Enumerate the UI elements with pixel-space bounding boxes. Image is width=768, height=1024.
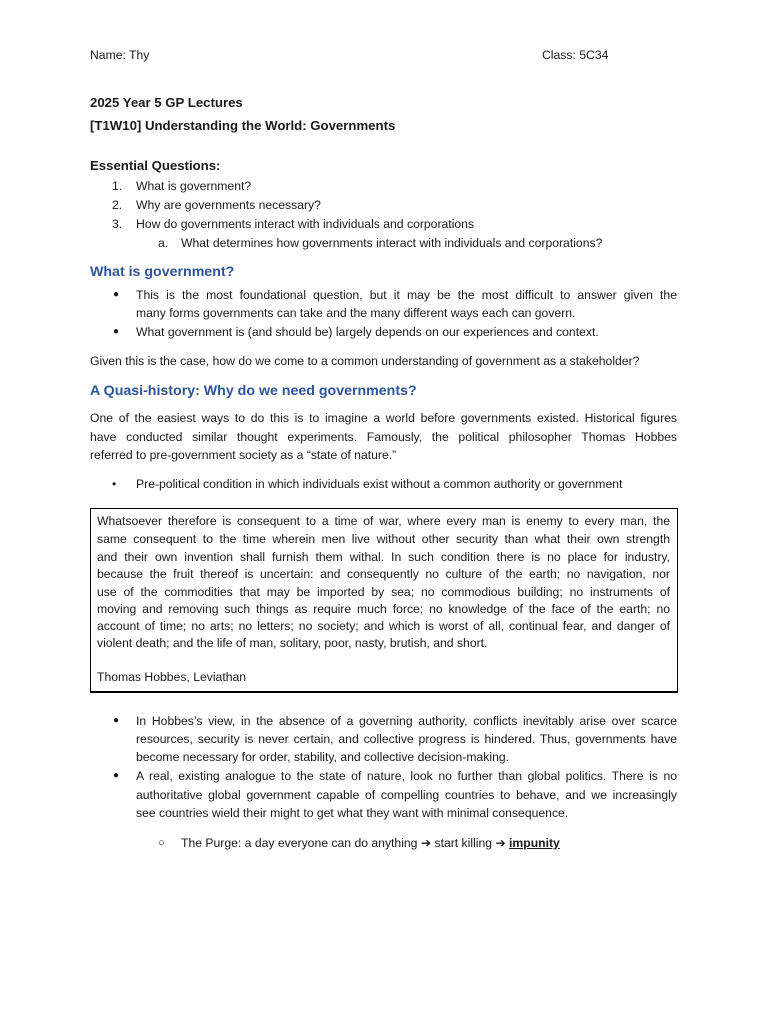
question-text: Why are governments necessary? xyxy=(136,198,321,212)
quote-line: violent death; and the life of man, solitary, poor, nasty, brutish, and short. xyxy=(97,636,488,650)
quote-line: same consequent to the time wherein men live without other security than what their own strength xyxy=(97,532,670,546)
section-heading-quasi-history: A Quasi-history: Why do we need governments? xyxy=(90,383,417,399)
class-label: Class: 5C34 xyxy=(542,48,609,62)
section-heading-what-is-government: What is government? xyxy=(90,264,235,280)
quote-line: and their own invention shall furnish them withal. In such condition there is no place for industry, xyxy=(97,550,670,564)
quote-line: use of the commodities that may be imported by sea; no commodious building; no instruments of xyxy=(97,585,670,599)
paragraph-line: have conducted similar thought experiments. Famously, the political philosopher Thomas Hobbes xyxy=(90,430,677,444)
bullet-text-line: A real, existing analogue to the state of nature, look no further than global politics. There is no xyxy=(136,769,677,783)
bullet-icon: ● xyxy=(113,770,120,781)
bullet-text-line: authoritative global government capable of compelling countries to behave, and we increasingly xyxy=(136,788,677,802)
quote-attribution: Thomas Hobbes, Leviathan xyxy=(97,670,247,684)
bullet-text-line: see countries wield their might to get what they want with minimal consequence. xyxy=(136,806,569,820)
purge-text: The Purge: a day everyone can do anything xyxy=(181,836,418,850)
quote-line: Whatsoever therefore is consequent to a time of war, where every man is enemy to every man, the xyxy=(97,514,670,528)
question-number: 1. xyxy=(112,179,123,193)
bullet-icon: ● xyxy=(113,326,120,337)
keyword-impunity: impunity xyxy=(509,836,560,850)
paragraph-line: One of the easiest ways to do this is to imagine a world before governments existed. Historical figures xyxy=(90,411,677,425)
document-title: 2025 Year 5 GP Lectures xyxy=(90,95,243,110)
question-text: How do governments interact with individuals and corporations xyxy=(136,217,475,231)
question-number: 2. xyxy=(112,198,123,212)
question-text: What is government? xyxy=(136,179,252,193)
essential-questions-heading: Essential Questions: xyxy=(90,158,221,173)
bullet-text-line: many forms governments can take and the many different ways each can govern. xyxy=(136,306,576,320)
right-arrow-icon: ➔ xyxy=(495,836,506,850)
subquestion-letter: a. xyxy=(158,236,169,250)
purge-text: start killing xyxy=(434,836,493,850)
paragraph-line: referred to pre-government society as a “state of nature.” xyxy=(90,448,397,462)
bullet-text-line: This is the most foundational question, but it may be the most difficult to answer given the xyxy=(136,288,677,302)
bullet-text: What government is (and should be) largely depends on our experiences and context. xyxy=(136,325,599,339)
student-name: Name: Thy xyxy=(90,48,150,62)
bullet-text: Pre-political condition in which individuals exist without a common authority or government xyxy=(136,477,623,491)
bullet-text-line: become necessary for order, stability, and collective decision-making. xyxy=(136,750,510,764)
question-number: 3. xyxy=(112,217,123,231)
bullet-text-line: In Hobbes’s view, in the absence of a governing authority, conflicts inevitably arise over scarce xyxy=(136,714,677,728)
quote-line: moving and removing such things as require much force; no knowledge of the face of the earth; no xyxy=(97,602,670,616)
purge-line xyxy=(181,834,560,852)
document-subtitle: [T1W10] Understanding the World: Governments xyxy=(90,118,396,133)
sub-bullet-icon: ○ xyxy=(158,837,165,849)
paragraph: Given this is the case, how do we come to a common understanding of government as a stakeholder? xyxy=(90,354,640,368)
subquestion-text: What determines how governments interact with individuals and corporations? xyxy=(181,236,603,250)
bullet-icon: ● xyxy=(113,289,120,300)
quote-line: account of time; no arts; no letters; no society; and which is worst of all, continual fear, and danger of xyxy=(97,619,670,633)
bullet-icon: • xyxy=(112,477,117,491)
quote-line: because the fruit thereof is uncertain: and consequently no culture of the earth; no navigation, nor xyxy=(97,567,670,581)
bullet-text-line: resources, security is never certain, and collective progress is hindered. Thus, governments have xyxy=(136,732,677,746)
right-arrow-icon: ➔ xyxy=(420,836,432,850)
bullet-icon: ● xyxy=(113,715,120,726)
